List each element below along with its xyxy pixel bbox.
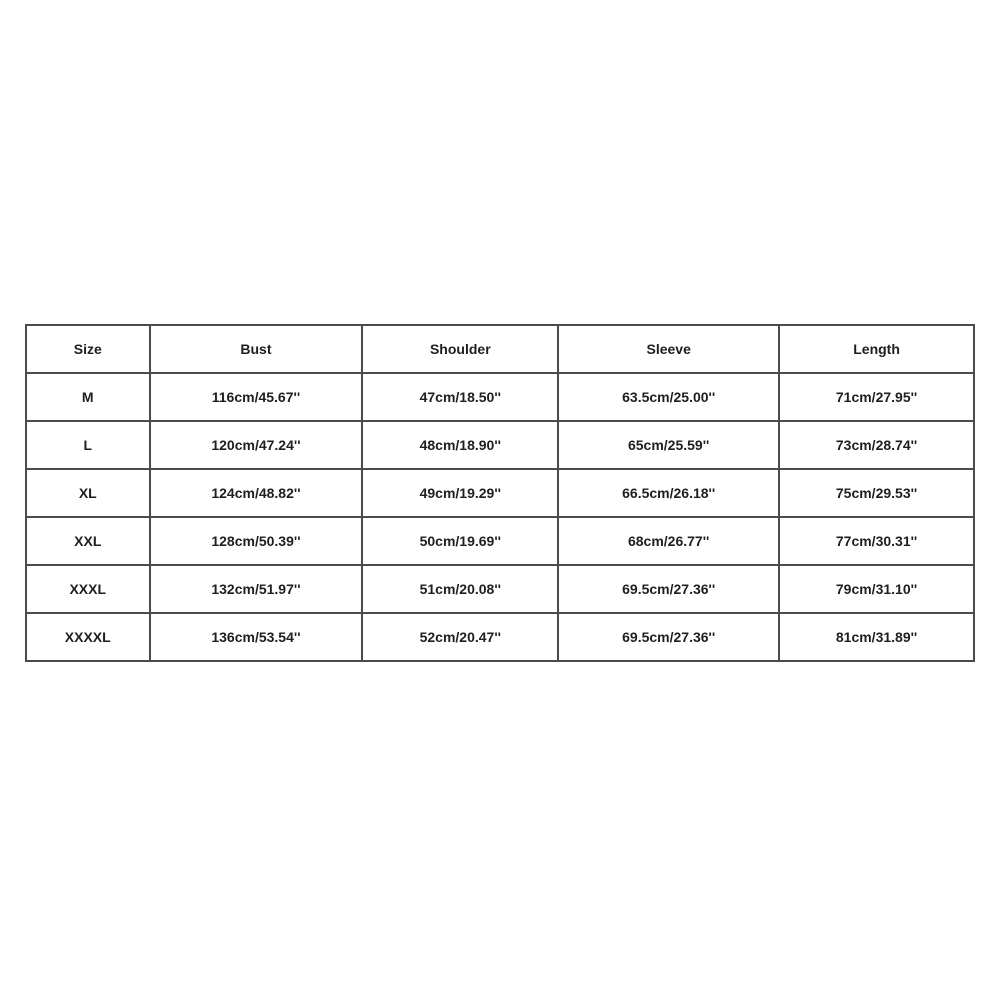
cell-bust: 136cm/53.54''	[150, 613, 363, 661]
cell-sleeve: 65cm/25.59''	[558, 421, 779, 469]
cell-size: XXXXL	[26, 613, 150, 661]
cell-sleeve: 68cm/26.77''	[558, 517, 779, 565]
cell-shoulder: 52cm/20.47''	[362, 613, 558, 661]
cell-shoulder: 48cm/18.90''	[362, 421, 558, 469]
cell-shoulder: 49cm/19.29''	[362, 469, 558, 517]
table-row	[26, 421, 974, 469]
header-sleeve: Sleeve	[558, 325, 779, 373]
cell-size: XXXL	[26, 565, 150, 613]
cell-length: 79cm/31.10''	[779, 565, 974, 613]
cell-size: XXL	[26, 517, 150, 565]
cell-bust: 120cm/47.24''	[150, 421, 363, 469]
table-row	[26, 613, 974, 661]
cell-bust: 124cm/48.82''	[150, 469, 363, 517]
header-size: Size	[26, 325, 150, 373]
cell-sleeve: 66.5cm/26.18''	[558, 469, 779, 517]
cell-length: 75cm/29.53''	[779, 469, 974, 517]
table-row	[26, 373, 974, 421]
cell-sleeve: 69.5cm/27.36''	[558, 613, 779, 661]
cell-bust: 132cm/51.97''	[150, 565, 363, 613]
header-shoulder: Shoulder	[362, 325, 558, 373]
table-row	[26, 517, 974, 565]
cell-length: 73cm/28.74''	[779, 421, 974, 469]
cell-shoulder: 50cm/19.69''	[362, 517, 558, 565]
header-length: Length	[779, 325, 974, 373]
cell-sleeve: 69.5cm/27.36''	[558, 565, 779, 613]
table-header-row	[26, 325, 974, 373]
cell-size: M	[26, 373, 150, 421]
cell-bust: 116cm/45.67''	[150, 373, 363, 421]
cell-size: L	[26, 421, 150, 469]
cell-shoulder: 47cm/18.50''	[362, 373, 558, 421]
cell-length: 77cm/30.31''	[779, 517, 974, 565]
header-bust: Bust	[150, 325, 363, 373]
cell-length: 81cm/31.89''	[779, 613, 974, 661]
cell-size: XL	[26, 469, 150, 517]
cell-bust: 128cm/50.39''	[150, 517, 363, 565]
size-chart-table	[25, 324, 975, 662]
cell-sleeve: 63.5cm/25.00''	[558, 373, 779, 421]
cell-shoulder: 51cm/20.08''	[362, 565, 558, 613]
table-row	[26, 469, 974, 517]
table-row	[26, 565, 974, 613]
cell-length: 71cm/27.95''	[779, 373, 974, 421]
